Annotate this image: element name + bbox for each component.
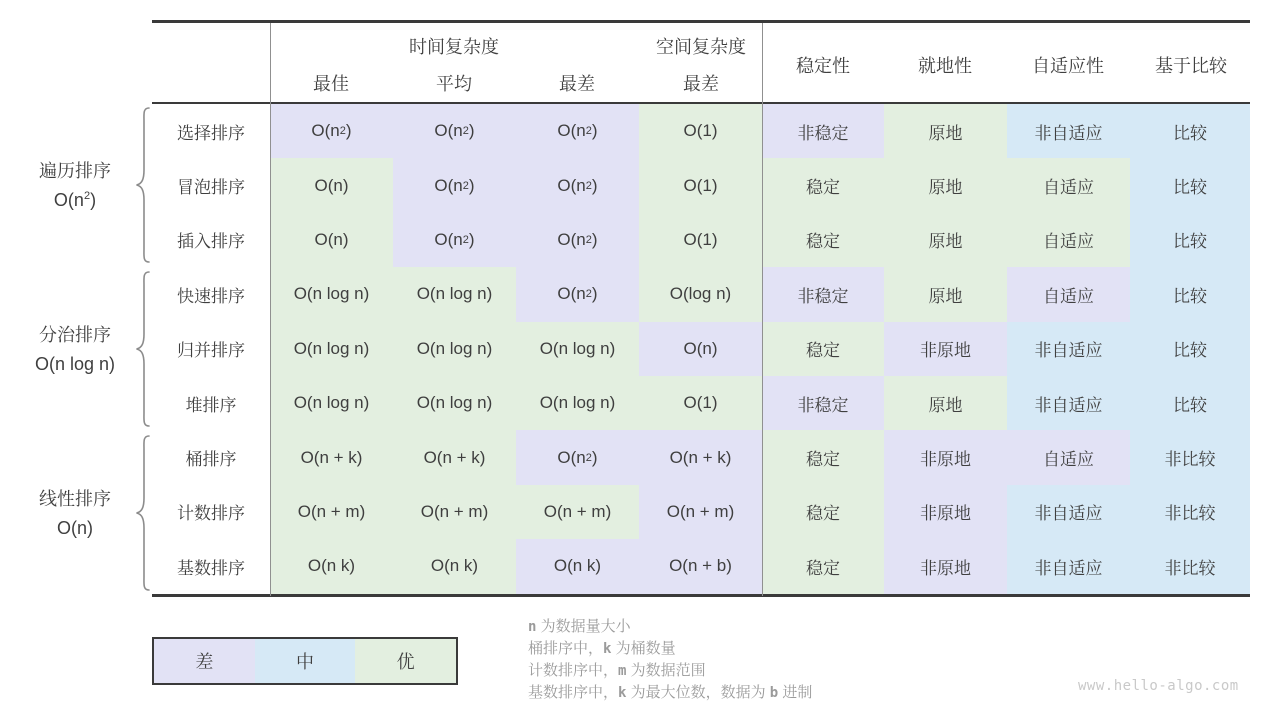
table-cell: 非自适应 — [1007, 104, 1130, 158]
group-label-divide-conquer — [0, 321, 150, 379]
table-cell: 稳定 — [762, 213, 884, 267]
table-cell: O(n k) — [393, 539, 516, 593]
note-variable: m — [618, 663, 627, 679]
table-cell: 比较 — [1130, 158, 1250, 212]
table-cell: O(n 2 ) — [516, 267, 639, 321]
legend-bad: 差 — [154, 639, 255, 683]
table-cell: O(n log n) — [393, 322, 516, 376]
table-cell: O(log n) — [639, 267, 762, 321]
header-comparison-based: 基于比较 — [1155, 56, 1227, 76]
table-cell: 非自适应 — [1007, 485, 1130, 539]
header-adaptive: 自适应性 — [1032, 56, 1104, 76]
table-cell: 非原地 — [884, 539, 1007, 593]
table-body — [152, 104, 1250, 594]
table-cell: O(n) — [639, 322, 762, 376]
table-cell: 原地 — [884, 104, 1007, 158]
table-cell: O(n 2 ) — [516, 158, 639, 212]
table-cell: O(n + k) — [393, 430, 516, 484]
table-cell: O(n + k) — [270, 430, 393, 484]
table-cell: 原地 — [884, 267, 1007, 321]
vertical-divider — [270, 23, 271, 596]
note-line: 计数排序中，m 为数据范围 — [528, 662, 706, 679]
legend-mid: 中 — [255, 639, 356, 683]
table-cell: O(n) — [270, 158, 393, 212]
table-cell: 非原地 — [884, 322, 1007, 376]
header-time-best: 最佳 — [313, 74, 349, 94]
group-label-traversal — [0, 157, 150, 215]
table-cell: 非稳定 — [762, 376, 884, 430]
table-cell: 比较 — [1130, 104, 1250, 158]
table-cell: O(n 2 ) — [516, 104, 639, 158]
table-cell: 非比较 — [1130, 539, 1250, 593]
table-cell: 比较 — [1130, 267, 1250, 321]
table-cell: 非自适应 — [1007, 376, 1130, 430]
row-label: 桶排序 — [152, 430, 270, 484]
table-cell: O(n log n) — [516, 322, 639, 376]
header-in-place: 就地性 — [918, 56, 972, 76]
table-cell: 非比较 — [1130, 430, 1250, 484]
row-label: 快速排序 — [152, 267, 270, 321]
note-line: 基数排序中，k 为最大位数，数据为 b 进制 — [528, 684, 813, 701]
table-cell: 原地 — [884, 376, 1007, 430]
table-cell: 原地 — [884, 213, 1007, 267]
table-cell: 非自适应 — [1007, 539, 1130, 593]
table-cell: 稳定 — [762, 322, 884, 376]
table-cell: 稳定 — [762, 539, 884, 593]
table-cell: 比较 — [1130, 213, 1250, 267]
table-cell: O(1) — [639, 104, 762, 158]
group-name: 遍历排序 — [39, 161, 111, 181]
table-cell: 非稳定 — [762, 267, 884, 321]
table-cell: 稳定 — [762, 430, 884, 484]
header-stability: 稳定性 — [796, 56, 850, 76]
table-cell: O(n + b) — [639, 539, 762, 593]
table-cell: O(n + k) — [639, 430, 762, 484]
table-cell: O(n log n) — [393, 376, 516, 430]
table-cell: 自适应 — [1007, 430, 1130, 484]
table-cell: O(n log n) — [270, 267, 393, 321]
legend-good: 优 — [355, 639, 456, 683]
group-complexity: O(n) — [57, 518, 93, 538]
table-cell: O(n 2 ) — [516, 430, 639, 484]
table-cell: O(n log n) — [270, 376, 393, 430]
note-variable: k — [618, 685, 627, 701]
table-cell: O(n k) — [270, 539, 393, 593]
table-cell: O(n + m) — [516, 485, 639, 539]
group-complexity: $O(n^2)$ — [53, 190, 97, 210]
note-variable: n — [528, 619, 537, 635]
table-cell: 稳定 — [762, 485, 884, 539]
note-line: 桶排序中，k 为桶数量 — [528, 640, 676, 657]
table-cell: 非自适应 — [1007, 322, 1130, 376]
header-space-worst: 最差 — [683, 74, 719, 94]
table-cell: O(n 2 ) — [393, 158, 516, 212]
table-cell: 自适应 — [1007, 158, 1130, 212]
header-time-average: 平均 — [436, 74, 472, 94]
table-cell: 非稳定 — [762, 104, 884, 158]
row-label: 堆排序 — [152, 376, 270, 430]
variable-notes — [528, 616, 812, 704]
table-cell: O(n log n) — [393, 267, 516, 321]
table-cell: 自适应 — [1007, 267, 1130, 321]
table-cell: O(n log n) — [516, 376, 639, 430]
header-time-worst: 最差 — [559, 74, 595, 94]
table-header — [152, 23, 1250, 104]
table-cell: O(1) — [639, 158, 762, 212]
note-variable: k — [603, 641, 612, 657]
table-cell: O(n 2 ) — [393, 104, 516, 158]
header-time-complexity: 时间复杂度 — [409, 37, 499, 57]
row-label: 基数排序 — [152, 539, 270, 593]
group-label-linear — [0, 485, 150, 543]
group-brace-icon — [135, 434, 151, 592]
group-brace-icon — [135, 270, 151, 428]
table-cell: 比较 — [1130, 322, 1250, 376]
table-cell: 原地 — [884, 158, 1007, 212]
row-label: 归并排序 — [152, 322, 270, 376]
group-name: 线性排序 — [39, 489, 111, 509]
table-cell: O(n + m) — [639, 485, 762, 539]
row-label: 计数排序 — [152, 485, 270, 539]
table-cell: 非原地 — [884, 485, 1007, 539]
watermark-url: www.hello-algo.com — [1078, 678, 1239, 694]
table-cell: O(1) — [639, 376, 762, 430]
row-label: 插入排序 — [152, 213, 270, 267]
table-cell: O(n 2 ) — [393, 213, 516, 267]
group-brace-icon — [135, 106, 151, 264]
table-cell: O(n) — [270, 213, 393, 267]
row-label: 冒泡排序 — [152, 158, 270, 212]
table-cell: O(1) — [639, 213, 762, 267]
sorting-comparison-table — [152, 20, 1250, 597]
header-space-complexity: 空间复杂度 — [656, 37, 746, 57]
table-cell: O(n + m) — [393, 485, 516, 539]
group-complexity: O(n log n) — [34, 354, 116, 374]
table-cell: O(n 2 ) — [270, 104, 393, 158]
group-name: 分治排序 — [39, 325, 111, 345]
vertical-divider — [762, 23, 763, 596]
note-line: n 为数据量大小 — [528, 618, 631, 635]
table-cell: 稳定 — [762, 158, 884, 212]
note-variable: b — [769, 685, 779, 701]
table-cell: 比较 — [1130, 376, 1250, 430]
table-cell: 非原地 — [884, 430, 1007, 484]
row-label: 选择排序 — [152, 104, 270, 158]
table-cell: O(n k) — [516, 539, 639, 593]
grade-legend — [152, 637, 458, 685]
table-cell: 自适应 — [1007, 213, 1130, 267]
table-cell: O(n + m) — [270, 485, 393, 539]
table-cell: O(n log n) — [270, 322, 393, 376]
table-cell: O(n 2 ) — [516, 213, 639, 267]
table-cell: 非比较 — [1130, 485, 1250, 539]
